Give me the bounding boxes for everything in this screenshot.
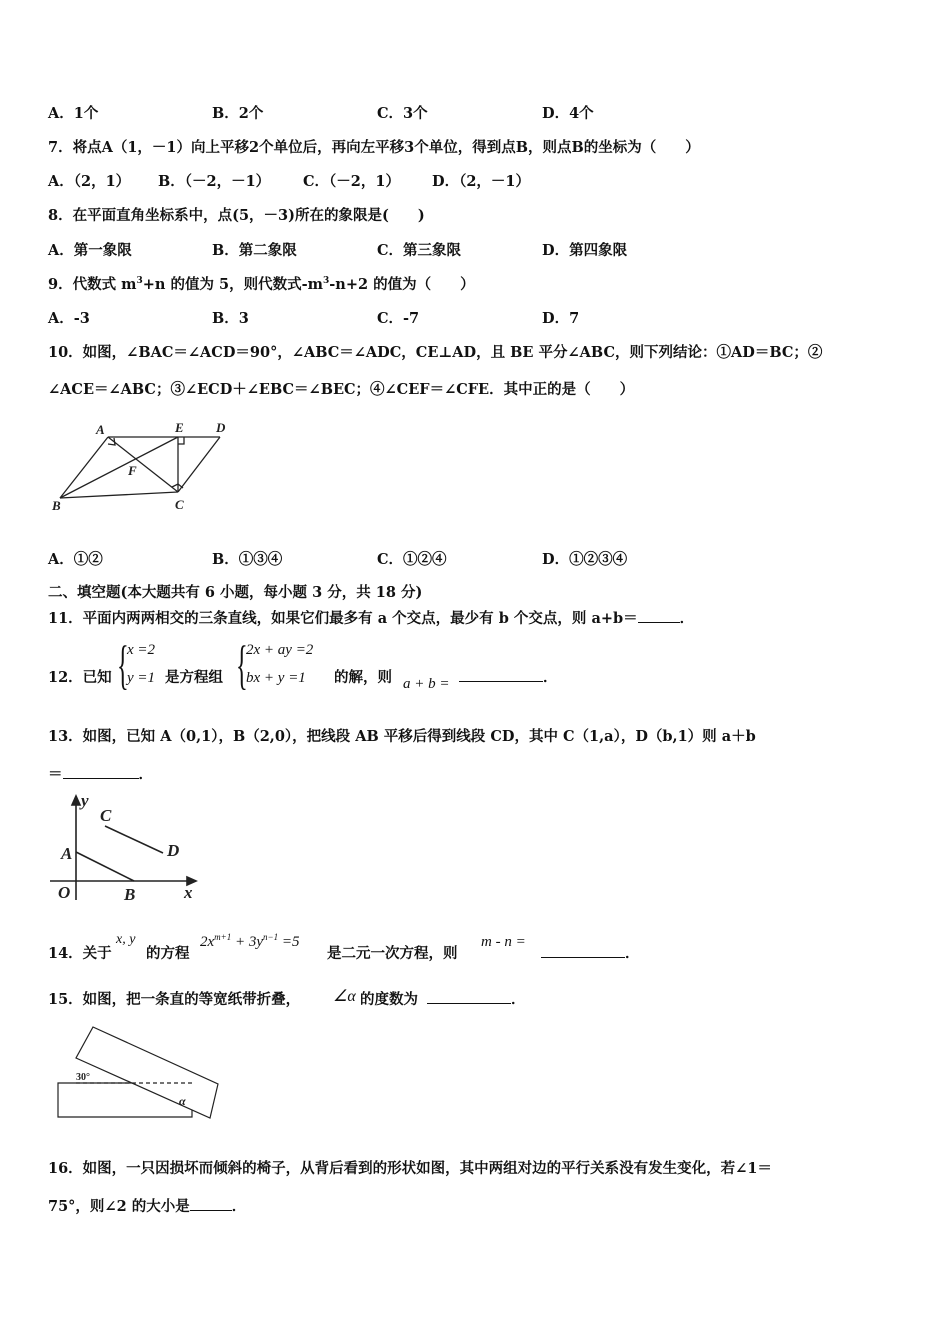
q10-label-a: A: [96, 422, 105, 437]
q11-stem: 11．平面内两两相交的三条直线，如果它们最多有 a 个交点，最少有 b 个交点，则 a+b＝ ．: [48, 610, 695, 627]
q10-option-b: B．①③④: [212, 551, 283, 568]
q9-option-b: B．3: [212, 310, 249, 327]
q13-stem-line2: ＝ ．: [48, 766, 153, 783]
section2-title: 二、填空题(本大题共有 6 小题，每小题 3 分，共 18 分): [48, 584, 423, 601]
q13-answer-blank: [63, 778, 139, 779]
q15-angle-label: 30°: [76, 1072, 90, 1083]
q8-option-a: A．第一象限: [48, 242, 132, 259]
q12-prefix: 12．已知: [48, 669, 112, 686]
q12-brace-2: {: [236, 635, 248, 695]
q6-option-c: C．3个: [377, 105, 428, 122]
q12-system1-line1: x =2: [127, 642, 156, 658]
q10-label-c: C: [175, 497, 184, 512]
q8-option-b: B．第二象限: [212, 242, 297, 259]
q8-option-c: C．第三象限: [377, 242, 462, 259]
q10-segment-ac: [108, 437, 178, 492]
q9-stem: 9．代数式 $m^3+n$ 的值为 5，则代数式$-m^3-n+2$ 的值为（ ）: [48, 276, 475, 293]
q8-stem: 8．在平面直角坐标系中，点(5，－3)所在的象限是( ): [48, 207, 425, 224]
q10-right-angle-e: [178, 437, 184, 444]
q6-option-b: B．2个: [212, 105, 264, 122]
q12-answer-area: ．: [459, 666, 558, 687]
q14-answer-area: ．: [541, 942, 640, 963]
q10-figure: [48, 418, 238, 514]
q12-brace-1: {: [117, 635, 129, 695]
q12-system2-line1: 2x + ay =2: [246, 642, 314, 658]
q10-label-f: F: [128, 463, 137, 478]
q13-segment-ab: [76, 852, 134, 881]
q14-equation: $2x^{m+1} + 3y^{n-1} =5$: [200, 932, 300, 950]
q15-answer-area: ．: [427, 988, 526, 1009]
q13-label-a: A: [61, 844, 73, 863]
q13-label-o: O: [58, 883, 71, 902]
q10-label-b: B: [52, 498, 61, 513]
q14-mid: 的方程: [146, 945, 190, 962]
q7-option-a: A．（2，1）: [48, 173, 131, 190]
q10-segment-ab: [60, 437, 108, 498]
q12-system2-line2: bx + y =1: [246, 670, 306, 686]
q10-segment-bc: [60, 492, 178, 498]
q14-prefix: 14．关于: [48, 945, 112, 962]
q12-suffix: 的解，则: [334, 669, 392, 686]
q11-answer-blank: [638, 622, 680, 623]
q14-expression: m - n =: [481, 934, 526, 950]
q7-option-d: D．（2，－1）: [432, 173, 531, 190]
q12-middle-text: 是方程组: [165, 669, 223, 686]
q10-label-d: D: [216, 420, 226, 435]
q15-alpha-label: α: [179, 1094, 186, 1108]
q8-option-d: D．第四象限: [542, 242, 628, 259]
q6-option-d: D．4个: [542, 105, 594, 122]
q7-option-b: B．（－2，－1）: [158, 173, 271, 190]
q15-suffix: 的度数为: [360, 991, 418, 1008]
q6-option-a: A．1个: [48, 105, 99, 122]
q10-stem-line2: ∠ACE＝∠ABC；③∠ECD＋∠EBC＝∠BEC；④∠CEF＝∠CFE．其中正的是（ ）: [48, 381, 635, 398]
q16-stem-line1: 16．如图，一只因损坏而倾斜的椅子，从背后看到的形状如图，其中两组对边的平行关系没有发生变化，若∠1＝: [48, 1160, 772, 1177]
q15-prefix: 15．如图，把一条直的等宽纸带折叠，: [48, 991, 301, 1008]
q10-option-c: C．①②④: [377, 551, 447, 568]
q7-stem: 7．将点A（1，－1）向上平移2个单位后，再向左平移3个单位，得到点B，则点B的坐标为（ ）: [48, 139, 700, 156]
q13-label-d: D: [167, 841, 180, 860]
q13-figure: [48, 788, 208, 906]
q13-segment-cd: [105, 826, 163, 853]
q13-label-c: C: [100, 806, 112, 825]
q10-segment-dc: [178, 437, 220, 492]
q12-system1-line2: y =1: [127, 670, 156, 686]
q9-option-c: C．-7: [377, 310, 420, 327]
q9-option-a: A．-3: [48, 310, 90, 327]
q13-label-b: B: [124, 885, 136, 904]
q15-angle: ∠α: [333, 988, 356, 1005]
q10-option-d: D．①②③④: [542, 551, 628, 568]
q12-expression: a + b =: [403, 676, 450, 692]
q13-y-axis-arrow: [72, 796, 80, 805]
q10-label-e: E: [175, 420, 184, 435]
q13-label-y: y: [81, 791, 89, 810]
q15-figure: [50, 1025, 220, 1125]
q13-label-x: x: [184, 883, 193, 902]
q14-suffix: 是二元一次方程，则: [327, 945, 458, 962]
q13-stem-line1: 13．如图，已知 A（0,1），B（2,0），把线段 AB 平移后得到线段 CD，其中 C（1,a），D（b,1）则 a＋b: [48, 728, 756, 745]
q14-vars: x, y: [116, 932, 136, 947]
q12-answer-blank: [459, 681, 543, 682]
q10-option-a: A．①②: [48, 551, 103, 568]
q10-stem-line1: 10．如图，∠BAC＝∠ACD＝90°，∠ABC＝∠ADC，CE⊥AD，且 BE 平分∠ABC，则下列结论：①AD＝BC；②: [48, 344, 823, 361]
q9-option-d: D．7: [542, 310, 580, 327]
q16-answer-blank: [190, 1210, 232, 1211]
q16-stem-line2: 75°，则∠2 的大小是 ．: [48, 1198, 247, 1215]
q14-answer-blank: [541, 957, 625, 958]
q7-option-c: C．（－2，1）: [303, 173, 400, 190]
q15-answer-blank: [427, 1003, 511, 1004]
